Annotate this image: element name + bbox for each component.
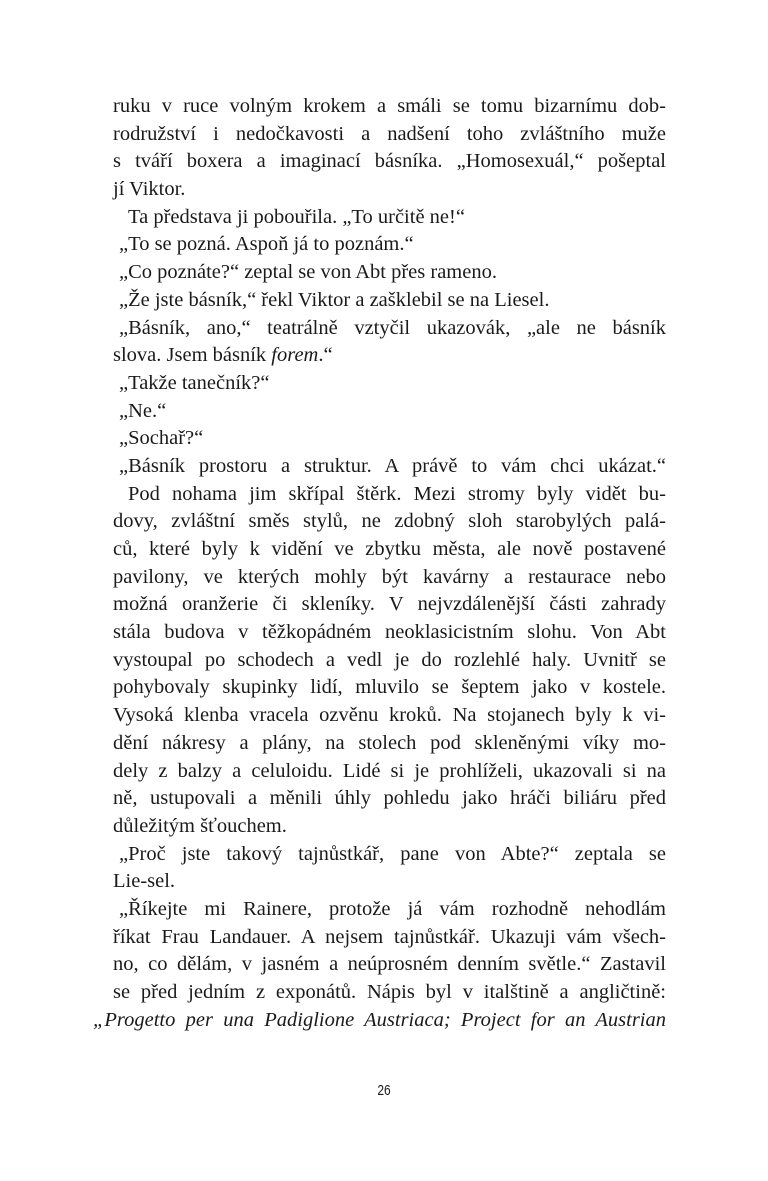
italic-word: forem — [271, 344, 319, 367]
text-line: „Že jste básník,“ řekl Viktor a zašklebil se na Liesel. — [119, 288, 550, 311]
text-segment: slova. Jsem básník — [113, 344, 272, 367]
text-line: Lie-sel. — [113, 870, 176, 893]
text-line: dovy, zvláštní směs stylů, ne zdobný sloh starobylých palá- — [113, 510, 666, 533]
text-line: Vysoká klenba vracela ozvěnu kroků. Na stojanech byly k vi- — [113, 704, 666, 727]
text-segment: .“ — [318, 344, 333, 367]
text-line: jí Viktor. — [113, 178, 186, 201]
text-line: „Proč jste takový tajnůstkář, pane von Abte?“ zeptala se — [119, 842, 666, 865]
text-line: rodružství i nedočkavosti a nadšení toho zvláštního muže — [113, 122, 666, 145]
text-line: „Básník prostoru a struktur. A právě to vám chci ukázat.“ — [119, 454, 666, 477]
text-line: s tváří boxera a imaginací básníka. „Homosexuál,“ pošeptal — [113, 150, 666, 173]
text-line: dely z balzy a celuloidu. Lidé si je prohlíželi, ukazovali si na — [113, 759, 666, 782]
text-line: „Co poznáte?“ zeptal se von Abt přes rameno. — [119, 261, 497, 284]
text-line: důležitým šťouchem. — [113, 814, 287, 837]
text-line: stála budova v těžkopádném neoklasicistním slohu. Von Abt — [113, 621, 666, 644]
text-line: „Takže tanečník?“ — [119, 371, 270, 394]
text-line: dění nákresy a plány, na stolech pod skleněnými víky mo- — [113, 731, 666, 754]
text-line: možná oranžerie či skleníky. V nejvzdálenější části zahrady — [113, 593, 666, 616]
text-line: Ta představa ji pobouřila. „To určitě ne!“ — [128, 205, 465, 228]
page-number: 26 — [377, 1082, 391, 1099]
text-line: říkat Frau Landauer. A nejsem tajnůstkář. Ukazuji vám všech- — [113, 925, 666, 948]
text-line: pohybovaly skupinky lidí, mluvilo se šeptem jako v kostele. — [113, 676, 666, 699]
text-line: „Říkejte mi Rainere, protože já vám rozhodně nehodlám — [119, 897, 666, 920]
text-line: no, co dělám, v jasném a neúprosném denním světle.“ Zastavil — [113, 953, 666, 976]
text-line: „Básník, ano,“ teatrálně vztyčil ukazovák, „ale ne básník — [119, 316, 666, 339]
text-line: pavilony, ve kterých mohly být kavárny a restaurace nebo — [113, 565, 666, 588]
text-line: ně, ustupovali a měnili úhly pohledu jako hráči biliáru před — [113, 787, 666, 810]
text-line: ruku v ruce volným krokem a smáli se tomu bizarnímu dob- — [113, 95, 666, 117]
text-line: „Sochař?“ — [119, 427, 204, 450]
text-line: ců, které byly k vidění ve zbytku města, ale nově postavené — [113, 538, 666, 560]
text-line: „To se pozná. Aspoň já to poznám.“ — [119, 233, 414, 256]
text-line: vystoupal po schodech a vedl je do rozlehlé haly. Uvnitř se — [113, 648, 666, 671]
body-text — [93, 93, 666, 1034]
text-line: „Progetto per una Padiglione Austriaca; Project for an Austrian — [93, 1008, 666, 1031]
text-line — [113, 342, 666, 370]
text-line: „Ne.“ — [119, 399, 167, 422]
text-line: Pod nohama jim skřípal štěrk. Mezi stromy byly vidět bu- — [128, 482, 666, 505]
text-line: se před jedním z exponátů. Nápis byl v italštině a angličtině: — [113, 981, 666, 1003]
